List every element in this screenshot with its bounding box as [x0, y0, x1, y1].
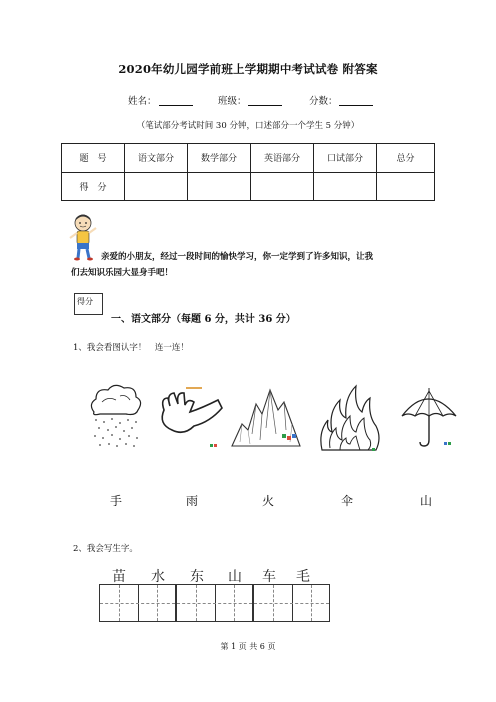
score-cell[interactable] — [377, 172, 435, 201]
exam-note: （笔试部分考试时间 30 分钟，口述部分一个学生 5 分钟） — [136, 121, 360, 131]
score-table-header-row — [62, 144, 435, 173]
table-header-cell: 口试部分 — [314, 144, 377, 173]
score-cell[interactable] — [314, 172, 377, 201]
score-table — [61, 143, 435, 201]
score-cell[interactable] — [188, 172, 251, 201]
match-char: 手 — [110, 494, 123, 508]
writing-grid[interactable] — [99, 584, 176, 622]
question-2: 2、我会写生字。 — [73, 544, 138, 554]
write-char: 苗 — [112, 569, 126, 585]
write-char: 水 — [151, 569, 165, 585]
name-field[interactable] — [159, 104, 193, 106]
score-table-row — [62, 172, 435, 201]
hand-icon — [150, 378, 225, 453]
intro-line-1: 亲爱的小朋友，经过一段时间的愉快学习，你一定学到了许多知识，让我 — [101, 252, 374, 262]
score-cell[interactable] — [251, 172, 314, 201]
cloud-rain-icon — [86, 382, 146, 452]
table-header-cell: 英语部分 — [251, 144, 314, 173]
score-box-label: 得分 — [77, 297, 93, 306]
question-1: 1、我会看图认字！ 连一连！ — [73, 343, 189, 353]
match-char: 火 — [262, 494, 275, 508]
table-header-cell: 题 号 — [62, 144, 125, 173]
score-field[interactable] — [339, 104, 373, 106]
table-row-label: 得 分 — [62, 172, 125, 201]
write-char: 车 — [262, 569, 276, 585]
score-label: 分数： — [309, 96, 338, 107]
writing-grid[interactable] — [253, 584, 330, 622]
write-char: 毛 — [296, 569, 310, 585]
umbrella-icon — [398, 386, 460, 450]
table-header-cell: 数学部分 — [188, 144, 251, 173]
class-label: 班级： — [218, 96, 247, 107]
write-char: 山 — [228, 569, 242, 585]
name-label: 姓名： — [128, 96, 157, 107]
class-field[interactable] — [248, 104, 282, 106]
table-header-cell: 总分 — [377, 144, 435, 173]
score-cell[interactable] — [125, 172, 188, 201]
section-title: 一、语文部分（每题 6 分，共计 36 分） — [111, 314, 296, 325]
intro-text — [71, 249, 441, 281]
write-char: 东 — [190, 569, 204, 585]
intro-line-2: 们去知识乐园大显身手吧！ — [71, 268, 174, 278]
match-char: 伞 — [341, 494, 354, 508]
mountain-icon — [230, 384, 302, 450]
table-header-cell: 语文部分 — [125, 144, 188, 173]
score-box[interactable] — [74, 293, 103, 315]
page-title: 2020年幼儿园学前班上学期期中考试试卷 附答案 — [118, 62, 378, 76]
fire-icon — [316, 382, 384, 454]
match-char: 雨 — [186, 494, 199, 508]
match-char: 山 — [420, 494, 433, 508]
page-footer: 第 1 页 共 6 页 — [220, 642, 276, 651]
writing-grid[interactable] — [176, 584, 253, 622]
